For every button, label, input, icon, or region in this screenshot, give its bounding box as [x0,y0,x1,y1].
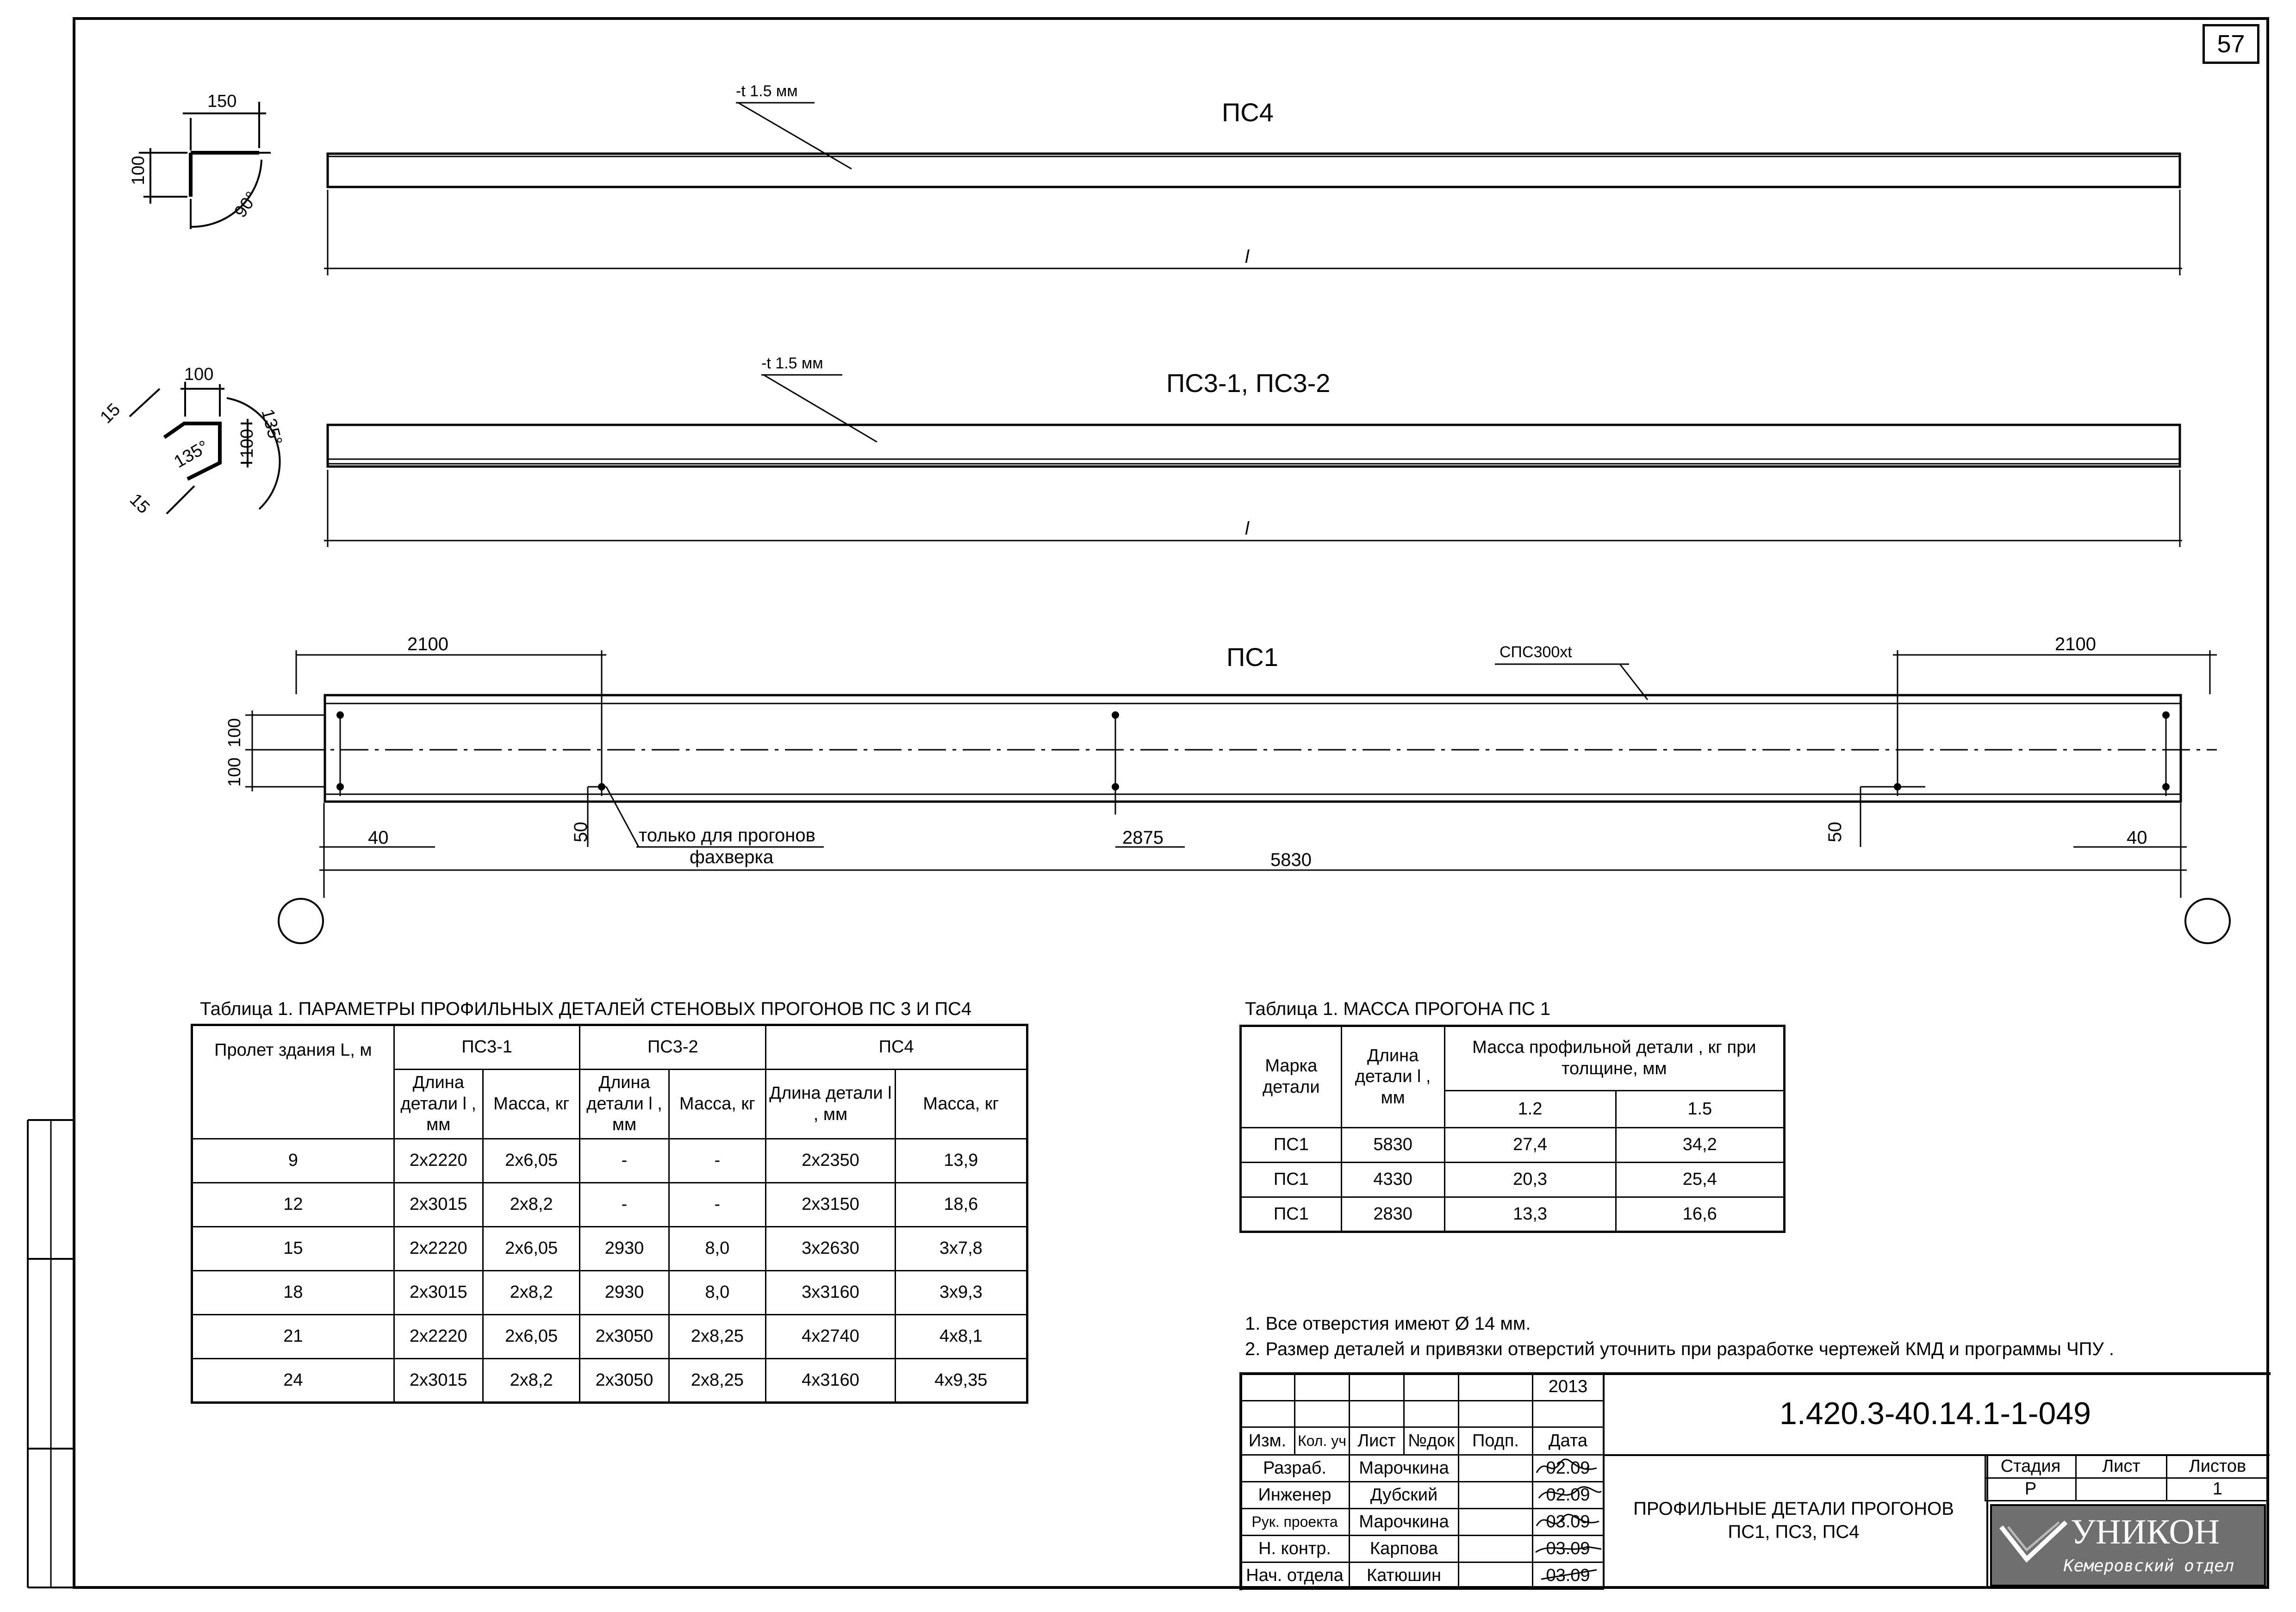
stamp-sheets: 1 [2167,1478,2269,1501]
ps1-dim-hole-b: 100 [225,757,244,787]
table1 [191,1024,1028,1404]
ps3-section-width: 100 [184,365,214,384]
table-cell: 20,3 [1444,1163,1616,1197]
ps4-title: ПС4 [1222,98,1274,127]
table-row [1241,1163,1785,1197]
table-row [1241,1128,1785,1163]
stamp-year: 2013 [1533,1373,1604,1401]
table-cell: 4х3160 [766,1359,895,1403]
ps1-dim-left: 2100 [407,634,448,654]
table-cell: 2х3050 [580,1315,669,1359]
stamp-role: Разраб. [1240,1455,1350,1482]
stamp-header-list: Лист [1350,1427,1404,1455]
stamp-stage-grid [1985,1454,2269,1501]
table-cell: 24 [192,1359,394,1403]
table-cell: 2х8,2 [483,1359,580,1403]
table-cell: - [669,1139,766,1183]
table1-sub-mass: Масса, кг [895,1070,1027,1139]
ps1-dim-vertical-right: 50 [1825,822,1845,842]
table1-group-ps4: ПС4 [766,1025,1027,1070]
stamp-sheet [2076,1478,2167,1501]
ps3-length-symbol: l [1245,518,1249,539]
stamp-date: 03.09 [1533,1509,1604,1536]
table-cell: 2930 [580,1227,669,1271]
table-row [192,1271,1027,1315]
stamp-name: Катюшин [1350,1562,1459,1589]
table-cell: 2х8,2 [483,1183,580,1227]
ps1-dim-edge-left: 40 [368,828,389,848]
ps4-section-height: 100 [129,156,148,185]
stamp-header-doc: №док [1404,1427,1459,1455]
stamp-title-cell [1603,1454,1988,1587]
table2-col-mass: Масса профильной детали , кг при толщине, мм [1444,1026,1784,1091]
table-row [192,1183,1027,1227]
stamp-role: Н. контр. [1240,1536,1350,1562]
stamp-title-line1: ПРОФИЛЬНЫЕ ДЕТАЛИ ПРОГОНОВ [1633,1499,1954,1519]
table-cell: 3х2630 [766,1227,895,1271]
stamp-role: Инженер [1240,1482,1350,1509]
table-cell: 2х2220 [394,1315,483,1359]
table-cell: 3х9,3 [895,1271,1027,1315]
stamp-stage-label: Стадия [1985,1455,2076,1478]
ps1-dim-total: 5830 [1270,850,1312,870]
stamp-date: 03.09 [1533,1562,1604,1589]
table-cell: 8,0 [669,1271,766,1315]
ps1-note-line1: только для прогонов [639,825,815,846]
ps1-material-label: СПС300xt [1500,643,1572,661]
ps4-section-width: 150 [207,92,237,111]
table2-col-len: Длина детали l , мм [1341,1026,1444,1128]
stamp-name: Марочкина [1350,1509,1459,1536]
ps4-section-angle: 90° [230,188,262,221]
ps3-section-height: 100 [237,429,257,458]
table-cell: 2х3015 [394,1183,483,1227]
stamp-signature [1459,1536,1533,1562]
stamp-date: 02.09 [1533,1455,1604,1482]
table-cell: 4х8,1 [895,1315,1027,1359]
table-cell: 16,6 [1616,1197,1784,1232]
table-cell: - [669,1183,766,1227]
table1-sub-mass: Масса, кг [669,1070,766,1139]
table1-caption: Таблица 1. ПАРАМЕТРЫ ПРОФИЛЬНЫХ ДЕТАЛЕЙ СТЕНОВЫХ ПРОГОНОВ ПС 3 И ПС4 [200,999,972,1019]
table-cell: ПС1 [1241,1128,1342,1163]
note-2: 2. Размер деталей и привязки отверстий уточнить при разработке чертежей КМД и программы ЧПУ . [1245,1339,2114,1359]
stamp-date: 03.09 [1533,1536,1604,1562]
table-cell: 34,2 [1616,1128,1784,1163]
table2-thk-1: 1.2 [1444,1091,1616,1128]
company-name: УНИКОН [2071,1512,2220,1551]
table-cell: 25,4 [1616,1163,1784,1197]
stamp-sheets-label: Листов [2167,1455,2269,1478]
stamp-role: Рук. проекта [1240,1509,1350,1536]
stamp-name: Дубский [1350,1482,1459,1509]
table-cell: 18 [192,1271,394,1315]
table-row [192,1359,1027,1403]
stamp-header-kol: Кол. уч [1295,1427,1350,1455]
stamp-header-date: Дата [1533,1427,1604,1455]
table2-caption: Таблица 1. МАССА ПРОГОНА ПС 1 [1245,999,1551,1019]
table1-group-ps3-2: ПС3-2 [580,1025,766,1070]
table-row [192,1139,1027,1183]
company-logo [1990,1504,2266,1587]
ps1-note-line2: фахверка [690,847,774,867]
note-1: 1. Все отверстия имеют Ø 14 мм. [1245,1313,1531,1334]
stamp-header-izm: Изм. [1240,1427,1295,1455]
stamp-revision-grid [1239,1372,1604,1456]
table1-sub-mass: Масса, кг [483,1070,580,1139]
table-cell: 15 [192,1227,394,1271]
table-cell: - [580,1183,669,1227]
table-row [1241,1197,1785,1232]
stamp-signature [1459,1562,1533,1589]
table-cell: 2х3150 [766,1183,895,1227]
table-cell: 2х2220 [394,1139,483,1183]
table-cell: 9 [192,1139,394,1183]
table-cell: 3х3160 [766,1271,895,1315]
stamp-date: 02.09 [1533,1482,1604,1509]
ps3-section-lip-top: 15 [96,399,124,428]
ps1-dim-mid: 2875 [1122,828,1164,848]
stamp-name: Карпова [1350,1536,1459,1562]
ps3-elevation [324,375,2182,547]
ps1-dim-edge-right: 40 [2127,828,2147,848]
table-cell: 2х6,05 [483,1139,580,1183]
table-cell: ПС1 [1241,1197,1342,1232]
table2-thk-2: 1.5 [1616,1091,1784,1128]
table-cell: 2х6,05 [483,1315,580,1359]
ps4-length-symbol: l [1245,247,1249,267]
stamp-name: Марочкина [1350,1455,1459,1482]
stamp-sheet-label: Лист [2076,1455,2167,1478]
ps1-dim-right: 2100 [2055,634,2096,654]
table-cell: 5830 [1341,1128,1444,1163]
table-row [192,1315,1027,1359]
stamp-signature [1459,1455,1533,1482]
table1-col-span: Пролет здания L, м [192,1025,394,1139]
table-cell: 2х8,25 [669,1359,766,1403]
table2 [1239,1025,1786,1233]
ps4-thickness-label: -t 1.5 мм [736,82,798,100]
table-cell: 2х3015 [394,1271,483,1315]
stamp-signature [1459,1482,1533,1509]
table-cell: 4330 [1341,1163,1444,1197]
table-cell: 2х3050 [580,1359,669,1403]
ps4-elevation [324,103,2182,275]
sheet-number: 57 [2203,24,2259,64]
table2-col-mark: Марка детали [1241,1026,1342,1128]
company-department: Кемеровский отдел [2064,1556,2234,1575]
ps3-title: ПС3-1, ПС3-2 [1166,368,1331,398]
ps3-thickness-label: -t 1.5 мм [761,355,823,372]
table-cell: 2х3015 [394,1359,483,1403]
table-cell: 13,9 [895,1139,1027,1183]
table-cell: 3х7,8 [895,1227,1027,1271]
table1-sub-len: Длина детали l , мм [766,1070,895,1139]
table-cell: 8,0 [669,1227,766,1271]
table-cell: 13,3 [1444,1197,1616,1232]
table-cell: 4х2740 [766,1315,895,1359]
stamp-role: Нач. отдела [1240,1562,1350,1589]
ps1-dim-hole-a: 100 [225,718,244,747]
table-cell: 27,4 [1444,1128,1616,1163]
table-cell: 2х6,05 [483,1227,580,1271]
table-cell: 18,6 [895,1183,1027,1227]
table-cell: 2х8,2 [483,1271,580,1315]
table-cell: 12 [192,1183,394,1227]
table-cell: ПС1 [1241,1163,1342,1197]
stamp-signature-marks [1532,1454,1606,1588]
table-cell: 2х8,25 [669,1315,766,1359]
stamp-signature [1459,1509,1533,1536]
table-cell: 2х2350 [766,1139,895,1183]
ps3-section-lip-bottom: 15 [125,490,154,518]
table-cell: 2830 [1341,1197,1444,1232]
ps1-elevation [245,650,2230,943]
ps1-dim-vertical-left: 50 [571,822,591,842]
table-cell: 4х9,35 [895,1359,1027,1403]
ps1-title: ПС1 [1226,642,1278,672]
table-cell: - [580,1139,669,1183]
table-row [192,1227,1027,1271]
table1-sub-len: Длина детали l , мм [580,1070,669,1139]
stamp-doc-code: 1.420.3-40.14.1-1-049 [1780,1396,2091,1431]
stamp-title-line2: ПС1, ПС3, ПС4 [1728,1522,1860,1542]
table-cell: 21 [192,1315,394,1359]
table1-group-ps3-1: ПС3-1 [394,1025,580,1070]
ps3-section-angle-right: 135° [257,407,286,448]
ps3-section-angle-left: 135° [171,436,212,472]
table1-sub-len: Длина детали l , мм [394,1070,483,1139]
stamp-stage: Р [1985,1478,2076,1501]
table-cell: 2х2220 [394,1227,483,1271]
table-cell: 2930 [580,1271,669,1315]
logo-check-icon [1999,1518,2068,1568]
stamp-header-sign: Подп. [1459,1427,1533,1455]
